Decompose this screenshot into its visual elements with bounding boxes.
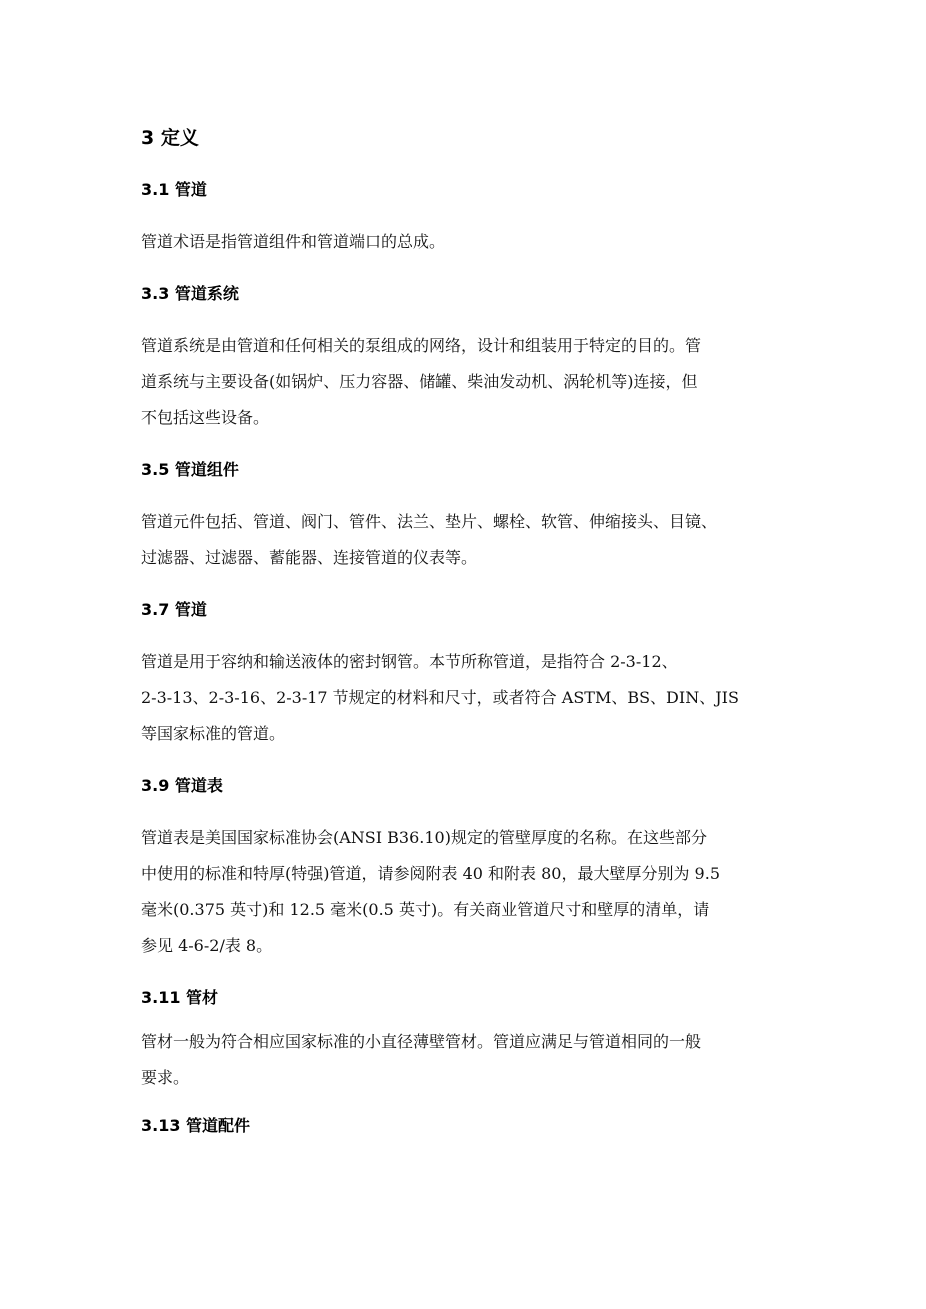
paragraph-line: 管材一般为符合相应国家标准的小直径薄壁管材。管道应满足与管道相同的一般 [141,1032,702,1051]
paragraph-3-9 [141,812,791,972]
section-heading-3-13: 3.13 管道配件 [141,1116,251,1135]
paragraph-line: 管道术语是指管道组件和管道端口的总成。 [141,232,446,251]
paragraph-line: 管道元件包括、管道、阀门、管件、法兰、垫片、螺栓、软管、伸缩接头、目镜、 [141,512,718,531]
section-heading-3-3: 3.3 管道系统 [141,284,239,303]
paragraph-line: 要求。 [141,1068,190,1087]
paragraph-line: 过滤器、过滤器、蓄能器、连接管道的仪表等。 [141,548,478,567]
document-content [141,112,791,1152]
paragraph-line: 管道是用于容纳和输送液体的密封钢管。本节所称管道，是指符合 2-3-12、 [141,652,678,671]
paragraph-line: 道系统与主要设备(如锅炉、压力容器、储罐、柴油发动机、涡轮机等)连接，但 [141,372,698,391]
section-heading-3-11: 3.11 管材 [141,988,219,1007]
section-heading-3-9: 3.9 管道表 [141,776,223,795]
paragraph-3-1 [141,216,791,268]
paragraph-3-3 [141,320,791,444]
paragraph-3-5 [141,496,791,584]
paragraph-line: 2-3-13、2-3-16、2-3-17 节规定的材料和尺寸，或者符合 ASTM、BS、DIN、JIS [141,688,739,707]
section-heading-3-5: 3.5 管道组件 [141,460,239,479]
paragraph-line: 管道表是美国国家标准协会(ANSI B36.10)规定的管壁厚度的名称。在这些部分 [141,828,707,847]
paragraph-line: 管道系统是由管道和任何相关的泵组成的网络，设计和组装用于特定的目的。管 [141,336,702,355]
paragraph-line: 中使用的标准和特厚(特强)管道，请参阅附表 40 和附表 80，最大壁厚分别为 9.5 [141,864,720,883]
paragraph-line: 毫米(0.375 英寸)和 12.5 毫米(0.5 英寸)。有关商业管道尺寸和壁厚的清单，请 [141,900,710,919]
paragraph-line: 参见 4-6-2/表 8。 [141,936,273,955]
section-heading-3-1: 3.1 管道 [141,180,207,199]
paragraph-line: 等国家标准的管道。 [141,724,286,743]
section-heading-3-7: 3.7 管道 [141,600,207,619]
paragraph-3-11 [141,1024,791,1100]
paragraph-line: 不包括这些设备。 [141,408,270,427]
section-title: 3 定义 [141,127,199,149]
paragraph-3-7 [141,636,791,760]
